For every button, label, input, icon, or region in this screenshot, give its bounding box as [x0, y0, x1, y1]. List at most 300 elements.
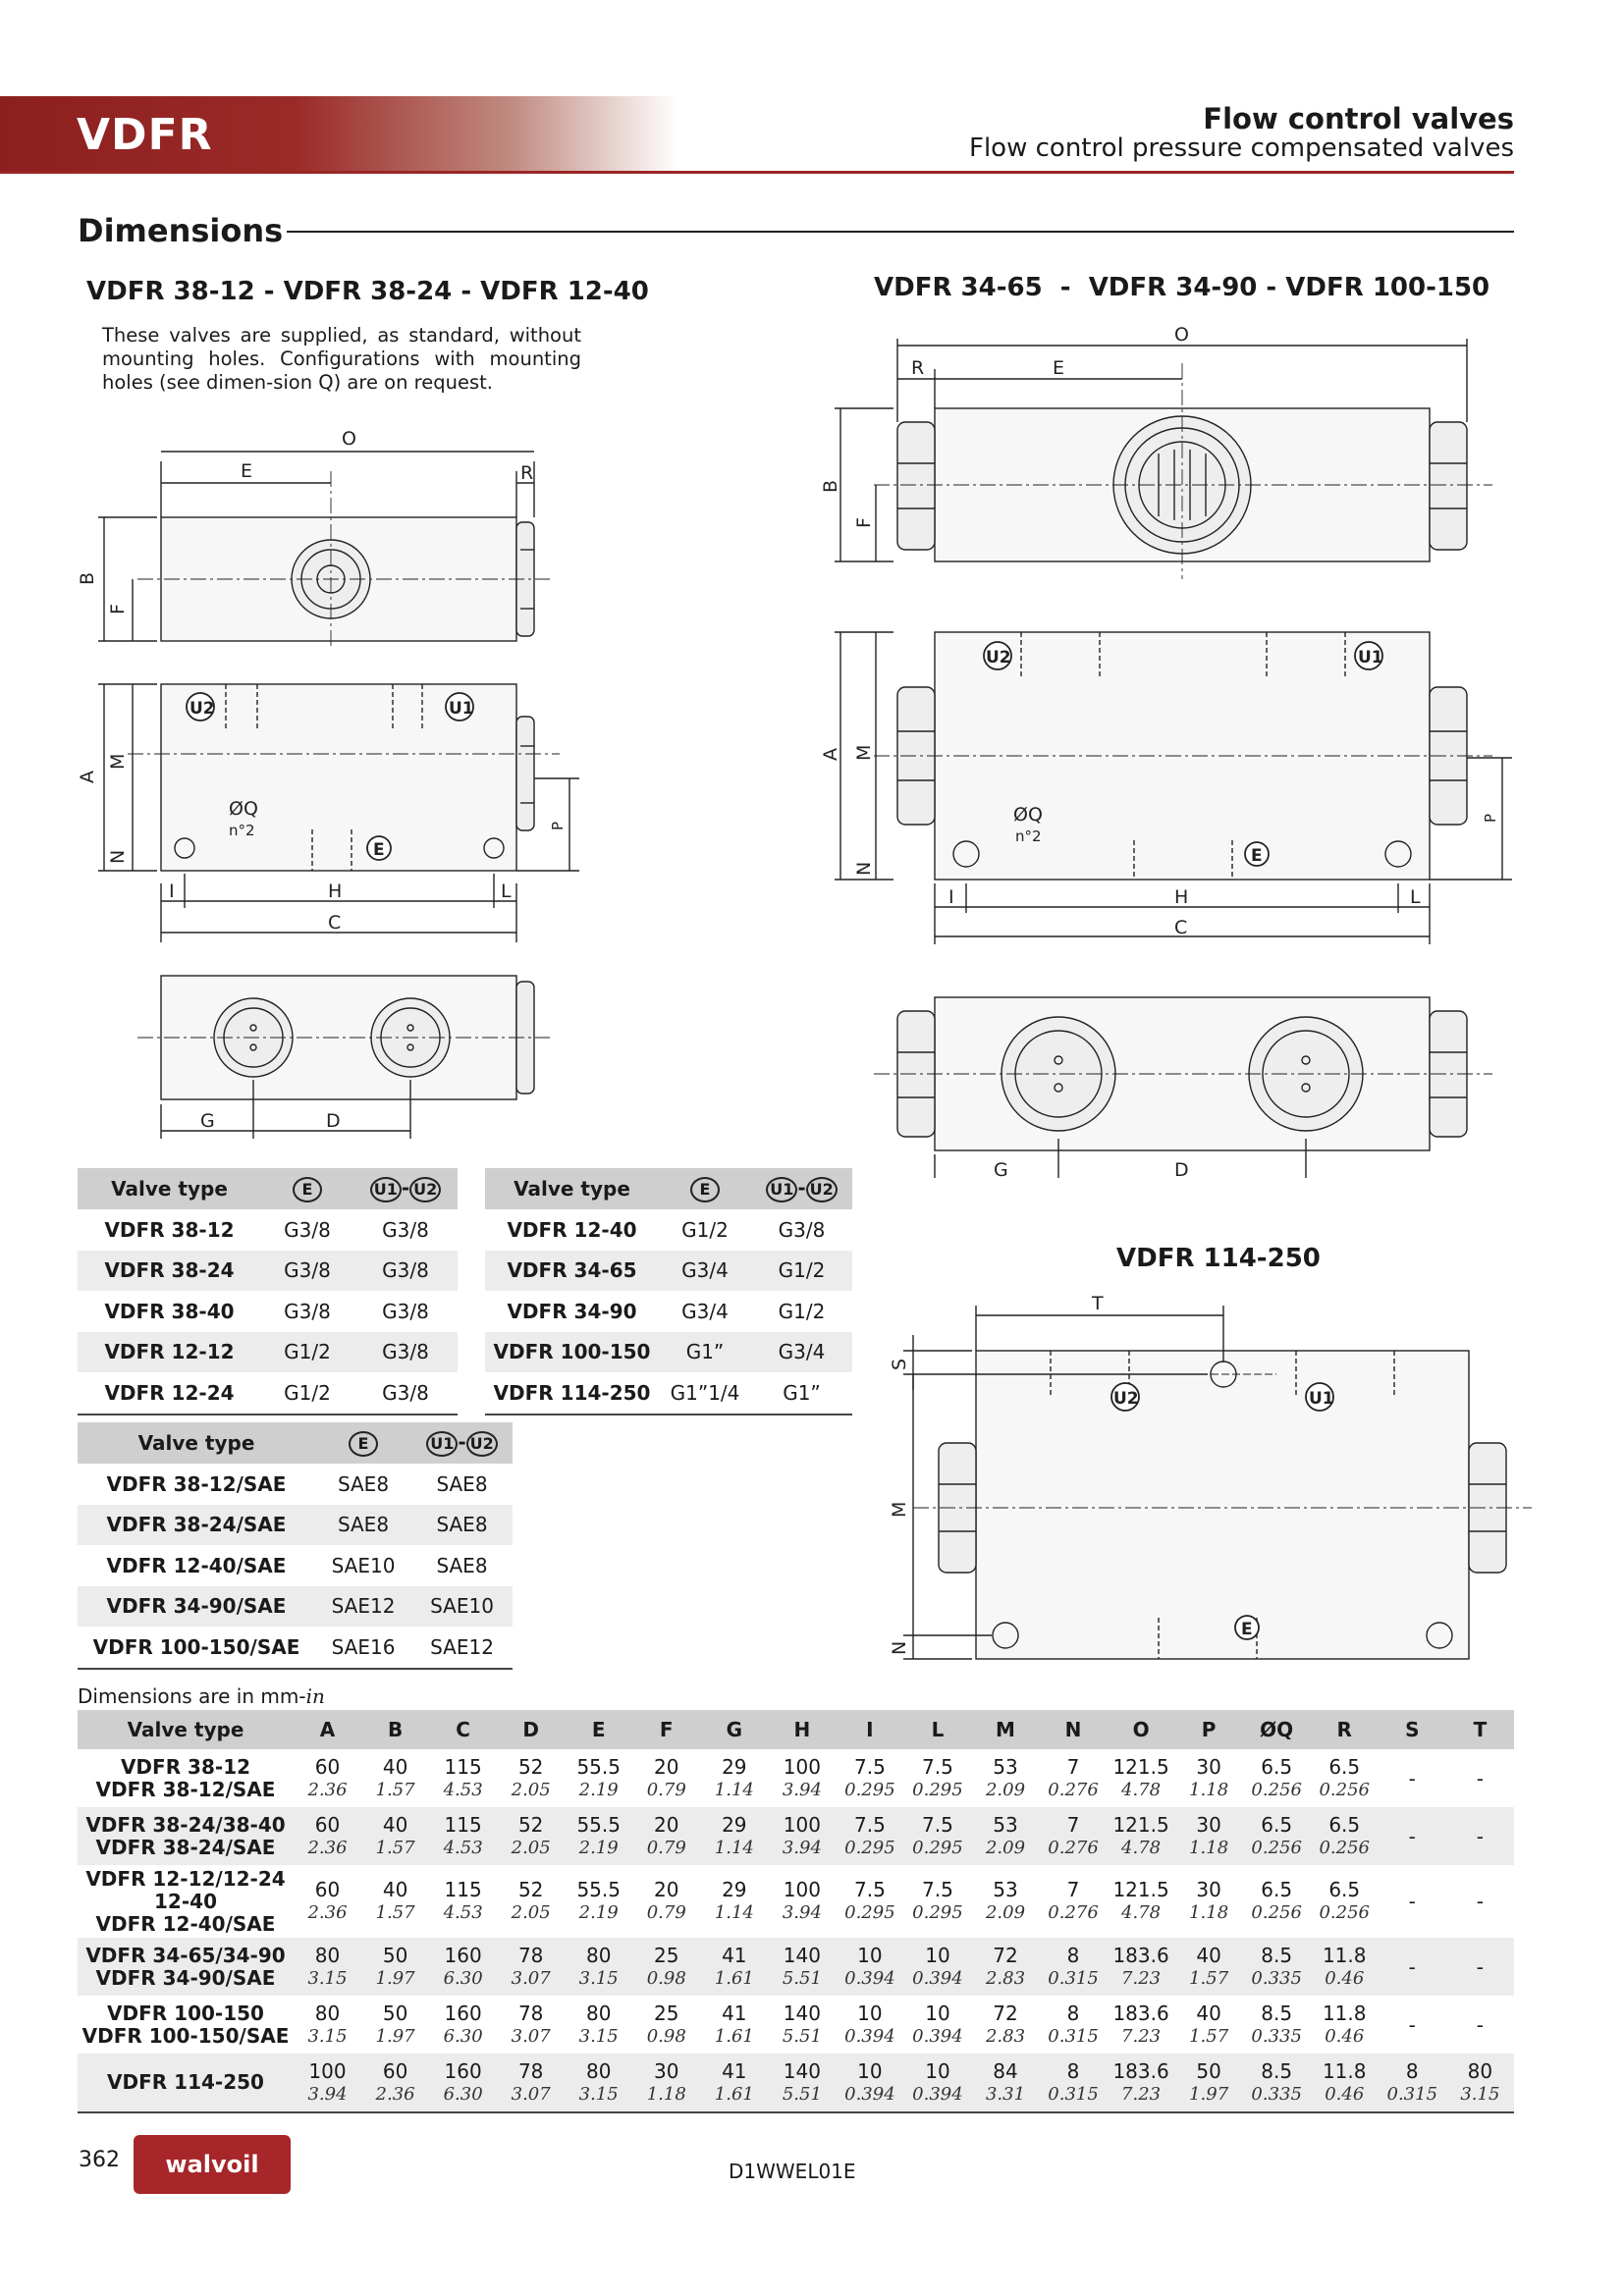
mm-value: 52 — [517, 1878, 544, 1901]
inch-value: 3.15 — [307, 1967, 348, 1989]
section-title: Dimensions — [78, 212, 287, 249]
inch-value: 0.256 — [1251, 1837, 1302, 1858]
dim-col-n: N — [1040, 1710, 1108, 1749]
inch-value: 1.14 — [714, 1837, 754, 1858]
mm-value: 8.5 — [1261, 2058, 1293, 2083]
svg-text:D: D — [1174, 1159, 1189, 1178]
mm-value: 115 — [444, 1754, 482, 1779]
inch-value: 5.51 — [782, 1967, 822, 1989]
inch-value: 3.15 — [307, 2025, 348, 2047]
mm-value: 84 — [993, 2058, 1018, 2083]
dim-value-cell — [971, 1996, 1039, 2054]
dim-value-cell — [903, 1996, 971, 2054]
port-e-cell: G1/2 — [681, 1217, 729, 1242]
inch-value: 0.79 — [646, 1779, 686, 1800]
dim-col-a: A — [294, 1710, 361, 1749]
inch-value: 0.295 — [844, 1902, 895, 1923]
dim-value-cell — [971, 1865, 1039, 1938]
mm-value: 160 — [444, 2058, 482, 2083]
svg-text:n°2: n°2 — [229, 822, 255, 839]
dim-value-cell — [632, 1996, 700, 2054]
inch-value: 0.335 — [1251, 1967, 1302, 1989]
port-e-cell: G3/4 — [659, 1251, 751, 1292]
dim-value-cell — [1040, 1865, 1108, 1938]
mm-value: 72 — [993, 2001, 1018, 2025]
mm-value: 60 — [314, 1754, 341, 1779]
dim-value-cell — [1040, 2054, 1108, 2112]
mm-value: 7.5 — [922, 1754, 953, 1779]
mm-value: - — [1476, 1766, 1484, 1790]
valve-name-line: VDFR 34-90/SAE — [95, 1965, 276, 1990]
svg-text:P: P — [549, 821, 567, 830]
mm-value: - — [1408, 1824, 1416, 1848]
dim-value-cell — [1108, 2054, 1175, 2112]
dim-value-cell — [836, 2054, 903, 2112]
dim-value-cell — [1040, 1807, 1108, 1865]
inch-value: 1.14 — [714, 1902, 754, 1923]
table-row — [78, 1545, 513, 1586]
port-e-cell: G3/8 — [261, 1251, 353, 1292]
dim-value-cell — [700, 1807, 768, 1865]
inch-value: 1.97 — [375, 2025, 415, 2047]
inch-value: 0.276 — [1048, 1837, 1099, 1858]
mm-value: 30 — [1196, 1754, 1221, 1779]
dim-value-cell — [1175, 1996, 1243, 2054]
svg-text:A: A — [820, 748, 841, 761]
dim-col-o: O — [1108, 1710, 1175, 1749]
dim-value-cell — [700, 1996, 768, 2054]
dim-col-m: M — [971, 1710, 1039, 1749]
port-u-cell: G3/8 — [353, 1372, 458, 1415]
mm-value: 50 — [382, 2001, 408, 2025]
port-u2-marker: U2 — [806, 1177, 838, 1202]
mm-value: 11.8 — [1322, 2058, 1367, 2083]
inch-value: 3.07 — [511, 2083, 551, 2105]
walvoil-logo — [134, 2135, 291, 2194]
inch-value: 3.94 — [782, 1779, 822, 1800]
dim-col-r: R — [1311, 1710, 1379, 1749]
valve-type-cell: VDFR 38-12 — [104, 1217, 235, 1242]
dim-value-cell — [1108, 1938, 1175, 1996]
valve-type-cell: VDFR 114-250 — [485, 1372, 659, 1415]
dim-value-cell — [836, 1996, 903, 2054]
inch-value: 1.57 — [1189, 1967, 1229, 1989]
inch-value: 4.78 — [1121, 1837, 1162, 1858]
inch-value: 0.276 — [1048, 1902, 1099, 1923]
mm-value: 6.5 — [1328, 1754, 1361, 1779]
mm-value: 121.5 — [1112, 1878, 1169, 1901]
mm-value: - — [1408, 2012, 1416, 2037]
dim-value-cell — [836, 1865, 903, 1938]
mm-value: 10 — [925, 1943, 950, 1967]
valve-type-cell: VDFR 38-24/SAE — [78, 1505, 315, 1546]
mm-value: 8 — [1405, 2058, 1419, 2083]
svg-text:ØQ: ØQ — [229, 798, 258, 820]
dim-col-valve-type: Valve type — [78, 1710, 294, 1749]
dim-value-cell — [565, 1807, 632, 1865]
dim-value-cell — [1311, 1865, 1379, 1938]
dim-value-cell — [1446, 1865, 1514, 1938]
dim-value-cell — [1311, 2054, 1379, 2112]
valve-name-line: VDFR 34-65/34-90 — [85, 1943, 286, 1967]
inch-value: 0.46 — [1325, 2083, 1365, 2105]
port-e-marker: E — [293, 1177, 322, 1202]
inch-value: 0.98 — [646, 1967, 686, 1989]
dim-value-cell — [429, 1749, 497, 1807]
dim-value-cell — [1311, 1749, 1379, 1807]
inch-value: 0.335 — [1251, 2083, 1302, 2105]
inch-value: 1.18 — [646, 2083, 686, 2105]
dim-value-cell — [429, 2054, 497, 2112]
mm-value: - — [1476, 1954, 1484, 1979]
mm-value: 60 — [314, 1878, 341, 1901]
dim-col-f: F — [632, 1710, 700, 1749]
mm-value: 183.6 — [1112, 1943, 1169, 1967]
port-e-cell: G3/8 — [284, 1217, 331, 1242]
inch-value: 7.23 — [1121, 1967, 1162, 1989]
dim-value-cell — [768, 2054, 836, 2112]
valve-type-cell — [78, 1749, 294, 1807]
svg-text:F: F — [853, 517, 875, 528]
left-drawing-title: VDFR 38-12 - VDFR 38-24 - VDFR 12-40 — [86, 277, 649, 306]
inch-value: 7.23 — [1121, 2083, 1162, 2105]
inch-value: 0.46 — [1325, 1967, 1365, 1989]
mm-value: 183.6 — [1112, 2001, 1169, 2025]
dim-value-cell — [1379, 1938, 1446, 1996]
svg-text:U2: U2 — [1113, 1389, 1139, 1409]
dim-value-cell — [1243, 1865, 1311, 1938]
table-row — [485, 1372, 852, 1415]
table-row — [78, 1209, 458, 1251]
inch-value: 6.30 — [443, 1967, 483, 1989]
mm-value: 8 — [1066, 2058, 1080, 2083]
dim-value-cell — [429, 1938, 497, 1996]
inch-value: 3.15 — [578, 2083, 619, 2105]
inch-value: 0.295 — [844, 1837, 895, 1858]
port-e-cell: SAE12 — [315, 1586, 411, 1628]
dim-value-cell — [361, 1996, 429, 2054]
inch-value: 0.394 — [844, 2083, 895, 2105]
port-u-cell: G3/8 — [382, 1299, 429, 1323]
mm-value: 121.5 — [1112, 1812, 1169, 1837]
ports-table-3 — [78, 1422, 513, 1670]
inch-value: 0.335 — [1251, 2025, 1302, 2047]
inch-value: 0.256 — [1251, 1779, 1302, 1800]
mm-value: 10 — [925, 2001, 950, 2025]
dim-value-cell — [836, 1807, 903, 1865]
dim-value-cell — [1446, 1749, 1514, 1807]
dim-value-cell — [429, 1865, 497, 1938]
inch-value: 0.46 — [1325, 2025, 1365, 2047]
inch-value: 0.394 — [844, 2025, 895, 2047]
mm-value: 11.8 — [1322, 1943, 1367, 1967]
mm-value: 80 — [585, 2058, 612, 2083]
port-u-cell: SAE10 — [411, 1586, 513, 1628]
svg-text:N: N — [107, 849, 129, 864]
mm-value: 100 — [783, 1754, 821, 1779]
valve-name-line: VDFR 12-40/SAE — [95, 1911, 276, 1936]
port-e-cell: G1” — [659, 1332, 751, 1373]
mm-value: 10 — [925, 2058, 950, 2083]
mm-value: 50 — [1196, 2058, 1221, 2083]
inch-value: 0.394 — [912, 2083, 963, 2105]
mm-value: 40 — [382, 1754, 408, 1779]
dimensions-header-row — [78, 1710, 1514, 1749]
mm-value: 72 — [993, 1943, 1018, 1967]
dim-col-g: G — [700, 1710, 768, 1749]
mm-value: 7 — [1066, 1878, 1080, 1901]
mm-value: - — [1408, 1890, 1416, 1913]
table-row — [78, 1807, 1514, 1865]
inch-value: 0.315 — [1048, 2025, 1099, 2047]
dim-value-cell — [836, 1938, 903, 1996]
valve-name-line: VDFR 100-150/SAE — [81, 2023, 290, 2048]
port-u2-marker: U2 — [466, 1431, 498, 1457]
dim-value-cell — [1379, 1749, 1446, 1807]
inch-value: 3.94 — [782, 1902, 822, 1923]
right-bottom-view — [874, 997, 1492, 1178]
dim-col-øq: ØQ — [1243, 1710, 1311, 1749]
svg-text:R: R — [520, 462, 534, 484]
mm-value: 6.5 — [1328, 1812, 1361, 1837]
inch-value: 3.15 — [578, 1967, 619, 1989]
inch-value: 0.256 — [1319, 1779, 1370, 1800]
dim-value-cell — [1243, 2054, 1311, 2112]
dim-value-cell — [1379, 1807, 1446, 1865]
inch-value: 3.31 — [985, 2083, 1026, 2105]
mm-value: 52 — [517, 1812, 544, 1837]
table-row — [78, 1505, 513, 1546]
mm-value: 53 — [993, 1878, 1018, 1901]
inch-value: 2.36 — [307, 1779, 348, 1800]
svg-text:E: E — [1251, 846, 1263, 866]
mm-value: 7.5 — [922, 1812, 953, 1837]
mm-value: - — [1476, 1890, 1484, 1913]
mm-value: 20 — [654, 1878, 679, 1901]
port-u1-marker: U1 — [426, 1431, 458, 1457]
mm-value: 29 — [722, 1878, 747, 1901]
valve-name-line: VDFR 100-150 — [107, 2001, 264, 2025]
svg-text:N: N — [853, 861, 875, 876]
mm-value: 160 — [444, 2001, 482, 2025]
dim-value-cell — [903, 2054, 971, 2112]
svg-text:A: A — [77, 771, 98, 783]
dim-value-cell — [971, 2054, 1039, 2112]
svg-text:U2: U2 — [189, 699, 215, 719]
inch-value: 5.51 — [782, 2083, 822, 2105]
mm-value: 50 — [382, 1943, 408, 1967]
mm-value: 40 — [1196, 2001, 1221, 2025]
dim-value-cell — [836, 1749, 903, 1807]
inch-value: 4.78 — [1121, 1779, 1162, 1800]
inch-value: 0.256 — [1251, 1902, 1302, 1923]
document-code: D1WWEL01E — [729, 2160, 856, 2183]
inch-value: 4.53 — [443, 1779, 483, 1800]
col-valve-type: Valve type — [485, 1168, 659, 1209]
dim-value-cell — [700, 1865, 768, 1938]
dim-value-cell — [903, 1807, 971, 1865]
table-row — [78, 1332, 458, 1373]
port-e-cell: G3/8 — [284, 1299, 331, 1323]
inch-value: 2.09 — [985, 1779, 1026, 1800]
inch-value: 0.315 — [1386, 2083, 1438, 2105]
inch-value: 3.94 — [782, 1837, 822, 1858]
dim-value-cell — [497, 2054, 565, 2112]
dim-value-cell — [903, 1938, 971, 1996]
table-row — [485, 1332, 852, 1373]
inch-value: 2.05 — [511, 1779, 551, 1800]
table-row — [78, 1251, 458, 1292]
dim-value-cell — [429, 1996, 497, 2054]
mm-value: 29 — [722, 1754, 747, 1779]
ports-table-2 — [485, 1168, 852, 1415]
dim-value-cell — [1175, 1938, 1243, 1996]
page-number: 362 — [79, 2148, 120, 2172]
mm-value: 41 — [722, 2058, 747, 2083]
table-row — [78, 1291, 458, 1332]
valve-name-line: VDFR 38-12/SAE — [95, 1777, 276, 1801]
mm-value: 53 — [993, 1812, 1018, 1837]
dim-value-cell — [1108, 1865, 1175, 1938]
dim-value-cell — [768, 1938, 836, 1996]
mm-value: 30 — [1196, 1878, 1221, 1901]
inch-value: 2.83 — [985, 2025, 1026, 2047]
port-u-cell: G3/8 — [353, 1332, 458, 1373]
dim-col-d: D — [497, 1710, 565, 1749]
dim-value-cell — [497, 1807, 565, 1865]
inch-value: 2.09 — [985, 1837, 1026, 1858]
valve-type-cell: VDFR 38-24 — [78, 1251, 261, 1292]
dim-value-cell — [1040, 1996, 1108, 2054]
port-u1-marker: U1 — [370, 1177, 402, 1202]
valve-type-cell: VDFR 12-24 — [78, 1372, 261, 1415]
dim-col-t: T — [1446, 1710, 1514, 1749]
mm-value: 7.5 — [853, 1812, 886, 1837]
dimensions-body — [78, 1749, 1514, 2112]
dim-value-cell — [971, 1749, 1039, 1807]
dim-value-cell — [429, 1807, 497, 1865]
dim-value-cell — [971, 1807, 1039, 1865]
svg-text:C: C — [328, 912, 342, 934]
dim-value-cell — [632, 2054, 700, 2112]
dim-value-cell — [700, 2054, 768, 2112]
inch-value: 4.78 — [1121, 1902, 1162, 1923]
svg-text:H: H — [1174, 886, 1189, 908]
header-subtitle: Flow control pressure compensated valves — [969, 133, 1514, 163]
dim-value-cell — [1108, 1749, 1175, 1807]
svg-text:U1: U1 — [449, 699, 474, 719]
mm-value: 40 — [382, 1812, 408, 1837]
inch-value: 7.23 — [1121, 2025, 1162, 2047]
mm-value: 30 — [1196, 1812, 1221, 1837]
valve-type-cell — [78, 1807, 294, 1865]
port-u-cell: SAE8 — [436, 1471, 488, 1496]
dash: - — [458, 1429, 466, 1454]
svg-text:H: H — [328, 881, 343, 902]
port-u-cell: G1/2 — [778, 1299, 826, 1323]
dim-value-cell — [361, 1749, 429, 1807]
port-e-marker: E — [349, 1431, 378, 1457]
mm-value: 10 — [857, 1943, 883, 1967]
inch-value: 4.53 — [443, 1837, 483, 1858]
inch-value: 0.295 — [912, 1837, 963, 1858]
dim-value-cell — [1311, 1938, 1379, 1996]
dim-value-cell — [971, 1938, 1039, 1996]
mm-value: 20 — [654, 1754, 679, 1779]
inch-value: 1.14 — [714, 1779, 754, 1800]
dim-col-i: I — [836, 1710, 903, 1749]
port-u-cell: SAE8 — [411, 1505, 513, 1546]
inch-value: 1.18 — [1189, 1779, 1229, 1800]
mm-value: 10 — [857, 2058, 883, 2083]
dim-value-cell — [1108, 1996, 1175, 2054]
inch-value: 1.61 — [714, 2083, 754, 2105]
dim-value-cell — [294, 1749, 361, 1807]
port-e-cell: G1”1/4 — [659, 1372, 751, 1415]
mm-value: 80 — [585, 2001, 612, 2025]
mm-value: 60 — [314, 1812, 341, 1837]
valve-name-line: VDFR 38-24/38-40 — [85, 1812, 286, 1837]
valve-type-cell: VDFR 38-12/SAE — [106, 1471, 287, 1496]
dim-value-cell — [294, 2054, 361, 2112]
valve-name-line: VDFR 38-24/SAE — [95, 1835, 276, 1859]
dim-value-cell — [1379, 1865, 1446, 1938]
svg-text:B: B — [77, 571, 98, 585]
dim-value-cell — [294, 1807, 361, 1865]
table-row — [78, 1372, 458, 1415]
table-row — [78, 1749, 1514, 1807]
inch-value: 0.295 — [912, 1902, 963, 1923]
mm-value: 41 — [722, 2001, 747, 2025]
port-u-cell: G1/2 — [751, 1251, 852, 1292]
mm-value: 6.5 — [1328, 1878, 1361, 1901]
dim-value-cell — [361, 1807, 429, 1865]
inch-value: 2.19 — [578, 1779, 619, 1800]
dim-value-cell — [1379, 2054, 1446, 2112]
dim-value-cell — [565, 2054, 632, 2112]
svg-text:S: S — [889, 1358, 910, 1370]
dim-value-cell — [903, 1749, 971, 1807]
mm-value: 7 — [1066, 1754, 1080, 1779]
inch-value: 3.07 — [511, 2025, 551, 2047]
inch-value: 3.94 — [307, 2083, 348, 2105]
svg-text:E: E — [373, 840, 385, 860]
dim-value-cell — [1175, 1807, 1243, 1865]
inch-value: 2.05 — [511, 1837, 551, 1858]
dim-value-cell — [361, 1865, 429, 1938]
valve-type-cell: VDFR 34-90 — [507, 1299, 637, 1323]
inch-value: 3.15 — [578, 2025, 619, 2047]
dim-value-cell — [565, 1996, 632, 2054]
inch-value: 1.57 — [375, 1779, 415, 1800]
mm-value: 80 — [314, 1943, 341, 1967]
mm-value: 78 — [517, 2001, 544, 2025]
mm-value: 121.5 — [1112, 1754, 1169, 1779]
mm-value: 100 — [783, 1812, 821, 1837]
table-row — [78, 1464, 513, 1505]
mm-value: 55.5 — [576, 1812, 621, 1837]
mounting-holes-note: These valves are supplied, as standard, without mounting holes. Configurations with mounting holes (see dimen-sion Q) are on request. — [102, 324, 581, 394]
port-u-cell: G3/8 — [778, 1217, 826, 1242]
mm-value: 52 — [517, 1754, 544, 1779]
dim-col-p: P — [1175, 1710, 1243, 1749]
table-row — [78, 1938, 1514, 1996]
valve-name-line: VDFR 12-12/12-24 — [85, 1866, 286, 1891]
dim-value-cell — [565, 1865, 632, 1938]
valve-name-line: 12-40 — [154, 1889, 217, 1913]
dim-value-cell — [497, 1865, 565, 1938]
inch-value: 0.98 — [646, 2025, 686, 2047]
